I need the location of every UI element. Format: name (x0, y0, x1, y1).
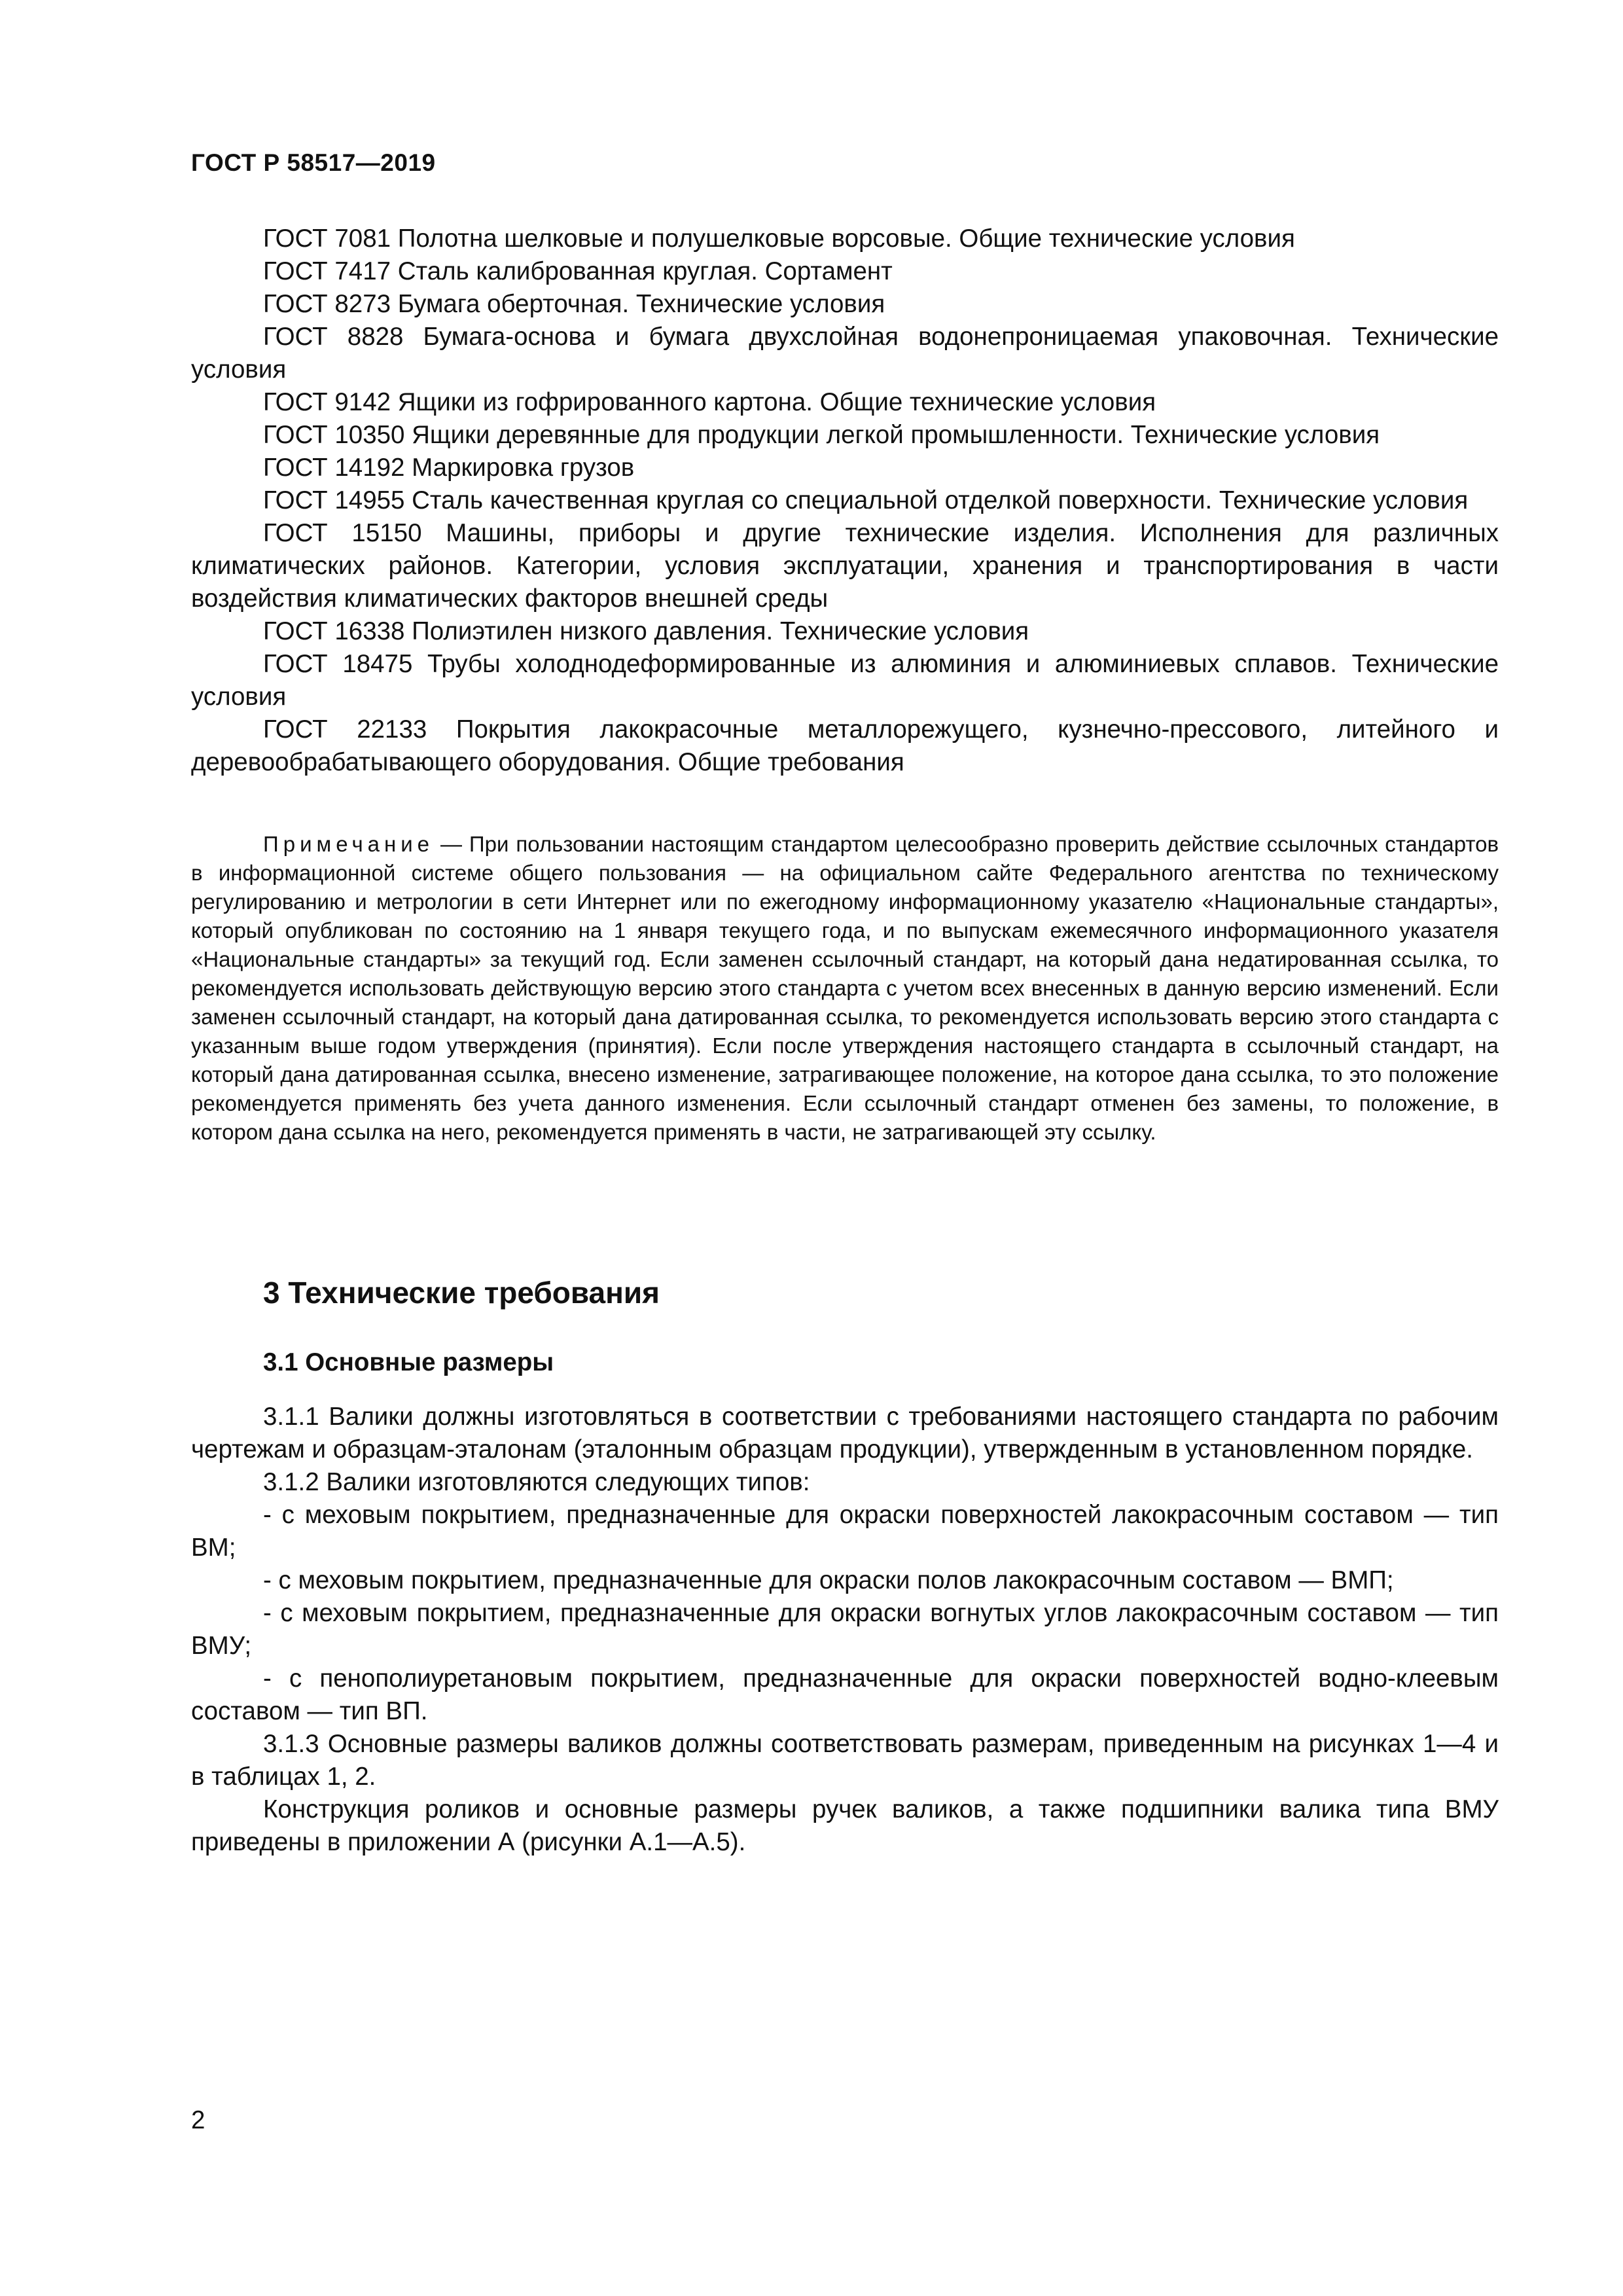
section-body (191, 1401, 1499, 1859)
body-paragraph: Конструкция роликов и основные размеры ручек валиков, а также подшипники валика типа ВМУ приведены в приложении А (рисунки А.1—А.5). (191, 1795, 1499, 1856)
note-text: — При пользовании настоящим стандартом целесообразно проверить действие ссылочных стандартов в информационной системе общего пользования — на официальном сайте Федерального агентства по техническому регулированию и метрологии в сети Интернет или по ежегодному информационному указателю «Национальные стандарты», который опубликован по состоянию на 1 января текущего года, и по выпускам ежемесячного информационного указателя «Национальные стандарты» за текущий год. Если заменен ссылочный стандарт, на который дана недатированная ссылка, то рекомендуется использовать действующую версию этого стандарта с учетом всех внесенных в данную версию изменений. Если заменен ссылочный стандарт, на который дана датированная ссылка, то рекомендуется использовать версию этого стандарта с указанным выше годом утверждения (принятия). Если после утверждения настоящего стандарта в ссылочный стандарт, на который дана датированная ссылка, внесено изменение, затрагивающее положение, на которое дана ссылка, то это положение рекомендуется применять без учета данного изменения. Если ссылочный стандарт отменен без замены, то положение, в котором дана ссылка на него, рекомендуется применять в части, не затрагивающей эту ссылку. (191, 832, 1499, 1144)
reference-item: ГОСТ 22133 Покрытия лакокрасочные металлорежущего, кузнечно-прессового, литейного и деревообрабатывающего оборудования. Общие требования (191, 715, 1499, 776)
note-label: Примечание (263, 832, 435, 856)
list-item: - с меховым покрытием, предназначенные для окраски поверхностей лакокрасочным составом — тип ВМ; (191, 1501, 1499, 1562)
normative-references-list (191, 223, 1499, 779)
body-paragraph: 3.1.2 Валики изготовляются следующих типов: (263, 1468, 810, 1496)
body-paragraph: 3.1.3 Основные размеры валиков должны соответствовать размерам, приведенным на рисунках 1—4 и в таблицах 1, 2. (191, 1730, 1499, 1791)
note-paragraph (191, 830, 1499, 1147)
reference-item: ГОСТ 7417 Сталь калиброванная круглая. Сортамент (263, 257, 893, 285)
reference-item: ГОСТ 16338 Полиэтилен низкого давления. Технические условия (263, 617, 1029, 645)
list-item: - с меховым покрытием, предназначенные для окраски полов лакокрасочным составом — ВМП; (263, 1566, 1394, 1594)
reference-item: ГОСТ 14955 Сталь качественная круглая со специальной отделкой поверхности. Технические условия (263, 486, 1469, 514)
page-number: 2 (191, 2106, 205, 2134)
reference-item: ГОСТ 7081 Полотна шелковые и полушелковые ворсовые. Общие технические условия (263, 224, 1295, 253)
list-item: - с меховым покрытием, предназначенные для окраски вогнутых углов лакокрасочным составом — тип ВМУ; (191, 1599, 1499, 1660)
reference-item: ГОСТ 10350 Ящики деревянные для продукции легкой промышленности. Технические условия (263, 421, 1380, 449)
body-paragraph: 3.1.1 Валики должны изготовляться в соответствии с требованиями настоящего стандарта по рабочим чертежам и образцам-эталонам (эталонным образцам продукции), утвержденным в установленном порядке. (191, 1403, 1499, 1463)
reference-item: ГОСТ 15150 Машины, приборы и другие технические изделия. Исполнения для различных климатических районов. Категории, условия эксплуатации, хранения и транспортирования в части воздействия климатических факторов внешней среды (191, 519, 1499, 613)
subsection-title: 3.1 Основные размеры (263, 1348, 554, 1376)
section-title: 3 Технические требования (263, 1276, 660, 1310)
reference-item: ГОСТ 18475 Трубы холоднодеформированные из алюминия и алюминиевых сплавов. Технические условия (191, 650, 1499, 711)
document-code-header: ГОСТ Р 58517—2019 (191, 149, 436, 176)
reference-item: ГОСТ 8828 Бумага-основа и бумага двухслойная водонепроницаемая упаковочная. Технические условия (191, 323, 1499, 384)
reference-item: ГОСТ 14192 Маркировка грузов (263, 454, 635, 482)
reference-item: ГОСТ 8273 Бумага оберточная. Технические условия (263, 290, 885, 318)
list-item: - с пенополиуретановым покрытием, предназначенные для окраски поверхностей водно-клеевым составом — тип ВП. (191, 1664, 1499, 1725)
reference-item: ГОСТ 9142 Ящики из гофрированного картона. Общие технические условия (263, 388, 1156, 416)
note-block (191, 830, 1499, 1147)
